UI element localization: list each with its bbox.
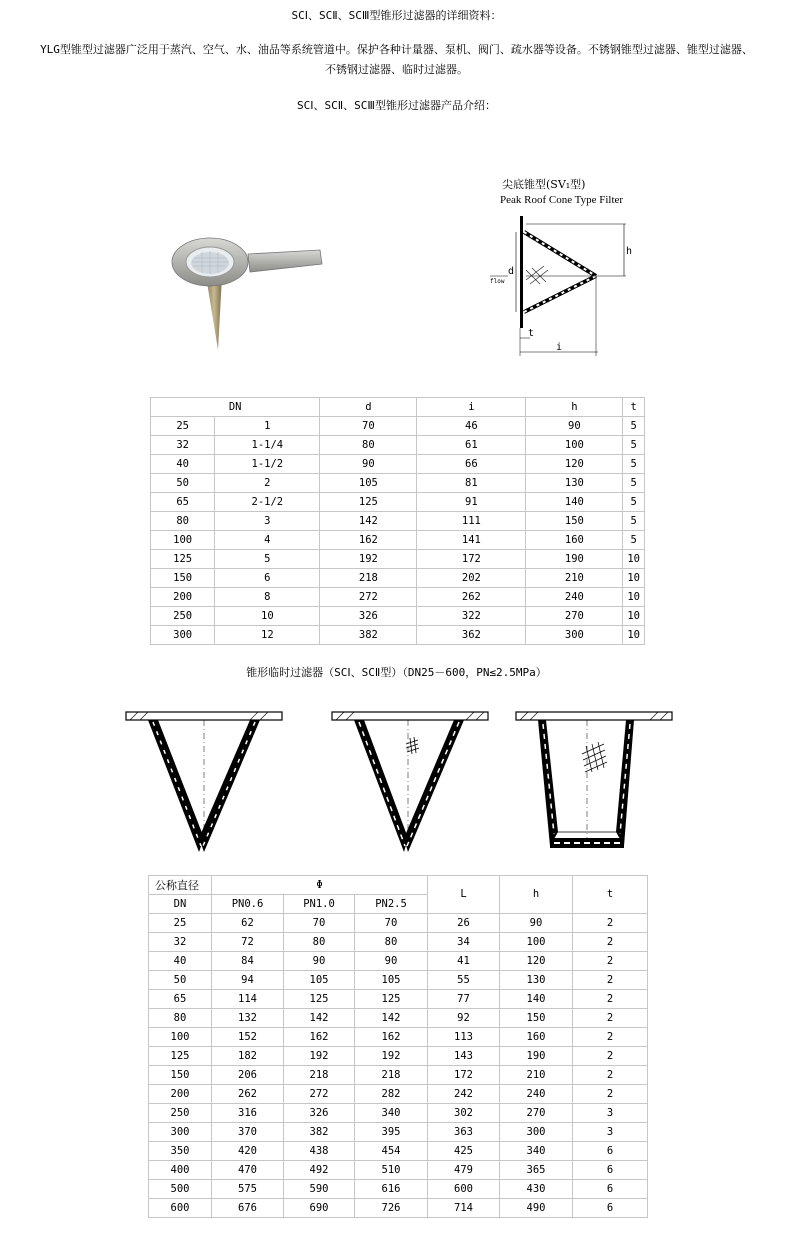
table-cell: 676 — [212, 1199, 284, 1218]
table-cell: 370 — [212, 1123, 284, 1142]
table-cell: 92 — [428, 1009, 500, 1028]
table-row — [151, 626, 645, 645]
table-cell: 113 — [428, 1028, 500, 1047]
table-cell: 2 — [573, 952, 648, 971]
table-cell: 316 — [212, 1104, 284, 1123]
table-cell: 2 — [573, 1047, 648, 1066]
table-cell: 302 — [428, 1104, 500, 1123]
table-cell: 6 — [573, 1199, 648, 1218]
table-cell: 363 — [428, 1123, 500, 1142]
table-cell: 70 — [355, 914, 428, 933]
table-cell: 2 — [573, 933, 648, 952]
table-cell: 5 — [623, 493, 645, 512]
table-cell: 140 — [526, 493, 623, 512]
table-cell: 192 — [320, 550, 417, 569]
table-cell: 2 — [573, 914, 648, 933]
table-cell: 190 — [526, 550, 623, 569]
table-cell: 142 — [284, 1009, 355, 1028]
header-phi: Φ — [212, 876, 428, 895]
table-row — [149, 952, 648, 971]
table-cell: 70 — [284, 914, 355, 933]
table-cell: 420 — [212, 1142, 284, 1161]
table-cell: 2 — [573, 1085, 648, 1104]
table-cell: 300 — [149, 1123, 212, 1142]
table-cell: 55 — [428, 971, 500, 990]
table-cell: 34 — [428, 933, 500, 952]
table-cell: 182 — [212, 1047, 284, 1066]
table-cell: 240 — [526, 588, 623, 607]
table-row — [151, 493, 645, 512]
table-cell: 2 — [573, 1009, 648, 1028]
table-cell: 350 — [149, 1142, 212, 1161]
table-cell: 2 — [573, 1066, 648, 1085]
table-cell: 200 — [151, 588, 215, 607]
header-t: t — [573, 876, 648, 914]
table-cell: 172 — [417, 550, 526, 569]
table-cell: 162 — [320, 531, 417, 550]
table-cell: 300 — [500, 1123, 573, 1142]
table-row — [149, 933, 648, 952]
table-row — [151, 550, 645, 569]
table-cell: 510 — [355, 1161, 428, 1180]
table-cell: 326 — [284, 1104, 355, 1123]
table-cell: 2-1/2 — [215, 493, 320, 512]
cone-drawing-3 — [516, 712, 672, 848]
table-row — [149, 1047, 648, 1066]
table-cell: 6 — [573, 1180, 648, 1199]
table-row — [149, 1142, 648, 1161]
table-cell: 50 — [149, 971, 212, 990]
table-cell: 125 — [320, 493, 417, 512]
table-row — [151, 531, 645, 550]
table-cell: 105 — [355, 971, 428, 990]
table-cell: 125 — [151, 550, 215, 569]
table-row — [151, 474, 645, 493]
table-cell: 100 — [526, 436, 623, 455]
header-h: h — [526, 398, 623, 417]
table-cell: 10 — [623, 550, 645, 569]
table-row — [149, 1199, 648, 1218]
page-title: SCⅠ、SCⅡ、SCⅢ型锥形过滤器的详细资料： — [291, 9, 502, 22]
label-d: d — [508, 266, 515, 277]
table-cell: 340 — [500, 1142, 573, 1161]
table-cell: 590 — [284, 1180, 355, 1199]
table-header-row — [151, 398, 645, 417]
intro-text-line-1: YLG型锥型过滤器广泛用于蒸汽、空气、水、油品等系统管道中。保护各种计量器、泵机、阀门、疏水器等设备。不锈钢锥型过滤器、锥型过滤器、 — [40, 43, 753, 56]
table-cell: 40 — [151, 455, 215, 474]
table-cell: 3 — [215, 512, 320, 531]
table-cell: 2 — [573, 971, 648, 990]
table-row — [151, 512, 645, 531]
table-row — [149, 1085, 648, 1104]
table-cell: 218 — [355, 1066, 428, 1085]
table-cell: 714 — [428, 1199, 500, 1218]
table-cell: 600 — [428, 1180, 500, 1199]
table-cell: 206 — [212, 1066, 284, 1085]
diagram-title-en: Peak Roof Cone Type Filter — [500, 194, 624, 206]
product-heading: SCⅠ、SCⅡ、SCⅢ型锥形过滤器产品介绍： — [297, 99, 496, 112]
table-cell: 726 — [355, 1199, 428, 1218]
table-cell: 72 — [212, 933, 284, 952]
table-cell: 111 — [417, 512, 526, 531]
table-cell: 8 — [215, 588, 320, 607]
table-cell: 192 — [355, 1047, 428, 1066]
temp-filter-drawings — [118, 700, 678, 860]
table-cell: 10 — [623, 588, 645, 607]
table-cell: 2 — [573, 990, 648, 1009]
table-cell: 80 — [320, 436, 417, 455]
table-cell: 80 — [355, 933, 428, 952]
table-cell: 272 — [284, 1085, 355, 1104]
header-pn10: PN1.0 — [284, 895, 355, 914]
table-cell: 62 — [212, 914, 284, 933]
diagram-title-cn: 尖底锥型(SV₁型) — [502, 178, 586, 191]
table-cell: 65 — [149, 990, 212, 1009]
table-cell: 32 — [149, 933, 212, 952]
table-cell: 1 — [215, 417, 320, 436]
label-t: t — [528, 328, 535, 339]
label-flow: flow — [490, 278, 505, 285]
table-cell: 132 — [212, 1009, 284, 1028]
table-cell: 26 — [428, 914, 500, 933]
table-row — [151, 417, 645, 436]
table-cell: 10 — [623, 607, 645, 626]
table-cell: 282 — [355, 1085, 428, 1104]
table-cell: 172 — [428, 1066, 500, 1085]
table-cell: 492 — [284, 1161, 355, 1180]
header-pn06: PN0.6 — [212, 895, 284, 914]
table-cell: 142 — [320, 512, 417, 531]
header-L: L — [428, 876, 500, 914]
table-row — [149, 971, 648, 990]
table-cell: 382 — [320, 626, 417, 645]
table-cell: 80 — [284, 933, 355, 952]
table-row — [151, 436, 645, 455]
cone-drawing-2 — [332, 712, 488, 852]
table-cell: 125 — [284, 990, 355, 1009]
table-cell: 6 — [573, 1161, 648, 1180]
table-cell: 91 — [417, 493, 526, 512]
table-cell: 46 — [417, 417, 526, 436]
filter-photo — [160, 228, 330, 350]
table-cell: 340 — [355, 1104, 428, 1123]
table-cell: 80 — [151, 512, 215, 531]
table-cell: 250 — [149, 1104, 212, 1123]
table-cell: 430 — [500, 1180, 573, 1199]
table-cell: 2 — [573, 1028, 648, 1047]
table-cell: 25 — [149, 914, 212, 933]
table-cell: 190 — [500, 1047, 573, 1066]
table-header-row — [149, 876, 648, 895]
table-cell: 616 — [355, 1180, 428, 1199]
table-cell: 210 — [526, 569, 623, 588]
table-row — [151, 569, 645, 588]
table-row — [149, 1161, 648, 1180]
table-cell: 250 — [151, 607, 215, 626]
table-cell: 150 — [151, 569, 215, 588]
table-cell: 5 — [623, 436, 645, 455]
header-i: i — [417, 398, 526, 417]
sc-spec-table — [150, 397, 645, 645]
table-cell: 142 — [355, 1009, 428, 1028]
table-cell: 300 — [526, 626, 623, 645]
table-cell: 454 — [355, 1142, 428, 1161]
table-cell: 160 — [500, 1028, 573, 1047]
table-row — [151, 588, 645, 607]
table-cell: 141 — [417, 531, 526, 550]
table-cell: 490 — [500, 1199, 573, 1218]
temp-filter-table — [148, 875, 648, 1218]
table-cell: 160 — [526, 531, 623, 550]
table-cell: 84 — [212, 952, 284, 971]
cone-drawing-1 — [126, 712, 282, 852]
table-cell: 200 — [149, 1085, 212, 1104]
table-cell: 41 — [428, 952, 500, 971]
table-cell: 2 — [215, 474, 320, 493]
table-cell: 10 — [215, 607, 320, 626]
table-cell: 192 — [284, 1047, 355, 1066]
table-cell: 90 — [500, 914, 573, 933]
table-cell: 150 — [149, 1066, 212, 1085]
label-i: i — [556, 342, 563, 353]
table-cell: 3 — [573, 1104, 648, 1123]
table-cell: 162 — [355, 1028, 428, 1047]
table-cell: 6 — [573, 1142, 648, 1161]
table-cell: 10 — [623, 626, 645, 645]
table-cell: 150 — [500, 1009, 573, 1028]
table-cell: 125 — [355, 990, 428, 1009]
table-cell: 66 — [417, 455, 526, 474]
table-cell: 479 — [428, 1161, 500, 1180]
table-cell: 150 — [526, 512, 623, 531]
header-nominal: 公称直径 — [149, 876, 212, 895]
table-cell: 90 — [526, 417, 623, 436]
table-cell: 218 — [284, 1066, 355, 1085]
table-cell: 32 — [151, 436, 215, 455]
table-cell: 326 — [320, 607, 417, 626]
table-cell: 218 — [320, 569, 417, 588]
table-cell: 105 — [284, 971, 355, 990]
table-cell: 143 — [428, 1047, 500, 1066]
table-cell: 80 — [149, 1009, 212, 1028]
table-cell: 240 — [500, 1085, 573, 1104]
table-cell: 425 — [428, 1142, 500, 1161]
table-cell: 382 — [284, 1123, 355, 1142]
table-cell: 272 — [320, 588, 417, 607]
table-cell: 5 — [623, 531, 645, 550]
table-cell: 500 — [149, 1180, 212, 1199]
intro-text-line-2: 不锈钢过滤器、临时过滤器。 — [325, 63, 468, 76]
table-cell: 50 — [151, 474, 215, 493]
table-cell: 125 — [149, 1047, 212, 1066]
header-dn: DN — [151, 398, 320, 417]
table-cell: 100 — [500, 933, 573, 952]
table-cell: 6 — [215, 569, 320, 588]
table-row — [149, 1104, 648, 1123]
table-row — [149, 914, 648, 933]
table-cell: 322 — [417, 607, 526, 626]
table-cell: 90 — [355, 952, 428, 971]
header-h: h — [500, 876, 573, 914]
cone-filter-diagram — [486, 176, 646, 362]
table-cell: 12 — [215, 626, 320, 645]
table-cell: 1-1/4 — [215, 436, 320, 455]
label-h: h — [626, 246, 633, 257]
table-cell: 270 — [500, 1104, 573, 1123]
table-cell: 114 — [212, 990, 284, 1009]
table-cell: 162 — [284, 1028, 355, 1047]
table-cell: 130 — [500, 971, 573, 990]
table-row — [151, 607, 645, 626]
table-cell: 202 — [417, 569, 526, 588]
header-dn: DN — [149, 895, 212, 914]
table-cell: 395 — [355, 1123, 428, 1142]
table-cell: 5 — [623, 474, 645, 493]
table-cell: 690 — [284, 1199, 355, 1218]
temp-filter-heading: 锥形临时过滤器（SCⅠ、SCⅡ型）（DN25－600，PN≤2.5MPa） — [246, 666, 547, 679]
table-cell: 5 — [623, 512, 645, 531]
table-row — [149, 990, 648, 1009]
table-cell: 365 — [500, 1161, 573, 1180]
table-cell: 65 — [151, 493, 215, 512]
table-cell: 300 — [151, 626, 215, 645]
table-cell: 130 — [526, 474, 623, 493]
table-cell: 362 — [417, 626, 526, 645]
table-cell: 1-1/2 — [215, 455, 320, 474]
table-cell: 81 — [417, 474, 526, 493]
table-cell: 40 — [149, 952, 212, 971]
table-cell: 262 — [417, 588, 526, 607]
table-cell: 94 — [212, 971, 284, 990]
table-cell: 600 — [149, 1199, 212, 1218]
table-row — [149, 1180, 648, 1199]
table-cell: 90 — [320, 455, 417, 474]
table-cell: 70 — [320, 417, 417, 436]
header-d: d — [320, 398, 417, 417]
table-row — [149, 1028, 648, 1047]
table-cell: 25 — [151, 417, 215, 436]
table-cell: 100 — [149, 1028, 212, 1047]
table-cell: 120 — [500, 952, 573, 971]
table-cell: 61 — [417, 436, 526, 455]
table-cell: 270 — [526, 607, 623, 626]
table-cell: 575 — [212, 1180, 284, 1199]
table-cell: 140 — [500, 990, 573, 1009]
table-cell: 120 — [526, 455, 623, 474]
table-cell: 10 — [623, 569, 645, 588]
table-row — [151, 455, 645, 474]
table-row — [149, 1123, 648, 1142]
table-cell: 5 — [623, 417, 645, 436]
table-cell: 5 — [215, 550, 320, 569]
table-cell: 400 — [149, 1161, 212, 1180]
table-cell: 105 — [320, 474, 417, 493]
table-cell: 470 — [212, 1161, 284, 1180]
table-cell: 77 — [428, 990, 500, 1009]
table-cell: 152 — [212, 1028, 284, 1047]
table-cell: 100 — [151, 531, 215, 550]
table-cell: 262 — [212, 1085, 284, 1104]
table-cell: 90 — [284, 952, 355, 971]
table-cell: 3 — [573, 1123, 648, 1142]
table-cell: 438 — [284, 1142, 355, 1161]
table-row — [149, 1066, 648, 1085]
table-cell: 4 — [215, 531, 320, 550]
table-cell: 242 — [428, 1085, 500, 1104]
table-row — [149, 1009, 648, 1028]
table-cell: 5 — [623, 455, 645, 474]
header-pn25: PN2.5 — [355, 895, 428, 914]
header-t: t — [623, 398, 645, 417]
table-cell: 210 — [500, 1066, 573, 1085]
